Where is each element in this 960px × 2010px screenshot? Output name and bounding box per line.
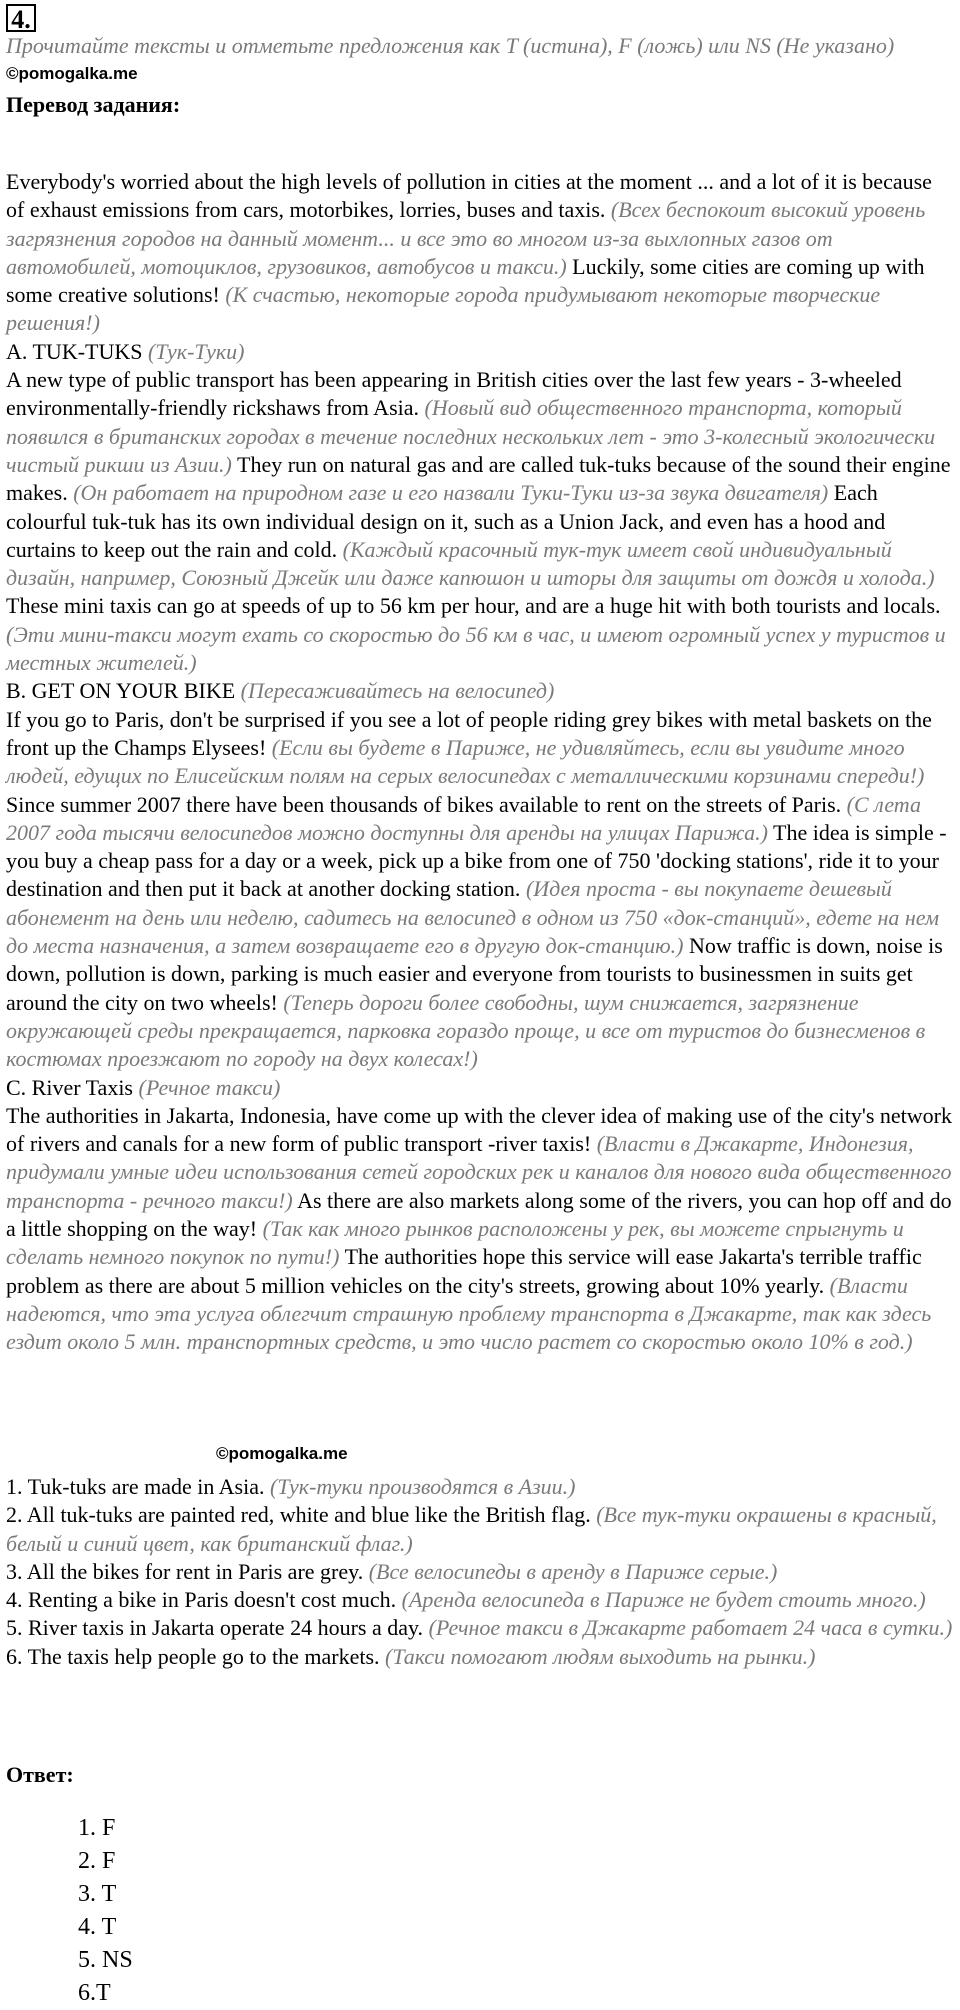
section-title-en: C. River Taxis bbox=[6, 1074, 133, 1100]
statement-ru: (Такси помогают людям выходить на рынки.) bbox=[385, 1643, 816, 1669]
statement-ru: (Тук-туки производятся в Азии.) bbox=[270, 1474, 576, 1499]
answer-item: 2. F bbox=[78, 1848, 116, 1874]
section-title-b bbox=[6, 677, 954, 705]
section-c-paragraph bbox=[6, 1102, 954, 1357]
section-b-paragraph bbox=[6, 706, 954, 1074]
sentence-en: As there are also markets along some of the rivers, you can hop off and do a little shopping on the way! bbox=[6, 1187, 952, 1241]
statement-en: 4. Renting a bike in Paris doesn't cost much. bbox=[6, 1587, 397, 1613]
reading-text bbox=[6, 168, 954, 1356]
sentence-ru: (Так как много рынков расположены у рек, вы можете спрыгнуть и сделать немного покупок по пути!) bbox=[6, 1215, 904, 1270]
sentence-ru: (Власти надеются, что эта услуга облегчит страшную проблему транспорта в Джакарте, так как здесь ездит около 5 млн. транспортных средств, и это число растет со скоростью около 10% в год.) bbox=[6, 1272, 932, 1355]
sentence-ru: (Каждый красочный тук-тук имеет свой индивидуальный дизайн, например, Союзный Джейк или даже капюшон и шторы для защиты от дождя и холода.) bbox=[6, 536, 935, 591]
watermark-top: ©pomogalka.me bbox=[6, 64, 138, 83]
section-title-en: A. TUK-TUKS bbox=[6, 338, 143, 364]
answer-item: 5. NS bbox=[78, 1947, 133, 1973]
sentence-en: These mini taxis can go at speeds of up to 56 km per hour, and are a huge hit with both tourists and locals. bbox=[6, 593, 941, 619]
statement-ru: (Все велосипеды в аренду в Париже серые.) bbox=[368, 1558, 778, 1584]
task-instructions bbox=[6, 33, 946, 87]
answer-heading: Ответ: bbox=[6, 1762, 74, 1787]
intro-paragraph bbox=[6, 168, 954, 338]
sentence-en: The idea is simple - you buy a cheap pass for a day or a week, pick up a bike from one of 750 'docking stations', ride it to your destination and then put it back at another docking station. bbox=[6, 819, 947, 902]
answer-item: 3. T bbox=[78, 1881, 117, 1907]
answer-item: 6.T bbox=[78, 1980, 111, 2006]
translation-heading: Перевод задания: bbox=[6, 92, 181, 117]
statement-item bbox=[6, 1558, 954, 1586]
task-number: 4. bbox=[6, 4, 36, 32]
sentence-en: Since summer 2007 there have been thousands of bikes available to rent on the streets of Paris. bbox=[6, 791, 842, 817]
sentence-en: Everybody's worried about the high levels of pollution in cities at the moment ... and a lot of it is because of exhaust emissions from cars, motorbikes, lorries, buses and taxis. bbox=[6, 169, 932, 223]
section-a-paragraph bbox=[6, 366, 954, 677]
watermark-middle: ©pomogalka.me bbox=[216, 1444, 348, 1463]
sentence-en: Luckily, some cities are coming up with some creative solutions! bbox=[6, 253, 925, 308]
sentence-ru: (К счастью, некоторые города придумывают некоторые творческие решения!) bbox=[6, 282, 881, 336]
sentence-ru: (С лета 2007 года тысячи велосипедов можно доступны для аренды на улицах Парижа.) bbox=[6, 791, 921, 845]
statement-en: 5. River taxis in Jakarta operate 24 hours a day. bbox=[6, 1615, 424, 1641]
statement-en: 3. All the bikes for rent in Paris are grey. bbox=[6, 1558, 364, 1584]
sentence-en: The authorities hope this service will ease Jakarta's terrible traffic problem as there are about 5 million vehicles on the city's streets, growing about 10% yearly. bbox=[6, 1244, 922, 1298]
statement-ru: (Все тук-туки окрашены в красный, белый и синий цвет, как британский флаг.) bbox=[6, 1502, 937, 1556]
sentence-ru: (Если вы будете в Париже, не удивляйтесь, если вы увидите много людей, едущих по Елисейским полям на серых велосипедах с металлическими корзинами спереди!) bbox=[6, 734, 925, 789]
sentence-ru: (Теперь дороги более свободны, шум снижается, загрязнение окружающей среды прекращается, парковка гораздо проще, и все от туристов до бизнесменов в костюмах проезжают по городу на двух колесах!) bbox=[6, 989, 926, 1072]
statement-item bbox=[6, 1614, 954, 1642]
sentence-en: Each colourful tuk-tuk has its own individual design on it, such as a Union Jack, and even has a hood and curtains to keep out the rain and cold. bbox=[6, 480, 886, 562]
answers-list bbox=[78, 1812, 133, 2010]
sentence-ru: (Эти мини-такси могут ехать со скоростью до 56 км в час, и имеют огромный успех у туристов и местных жителей.) bbox=[6, 621, 946, 676]
answer-item: 4. T bbox=[78, 1914, 117, 1940]
statement-en: 6. The taxis help people go to the markets. bbox=[6, 1643, 380, 1669]
statement-ru: (Аренда велосипеда в Париже не будет стоить много.) bbox=[401, 1587, 926, 1613]
statement-item bbox=[6, 1473, 954, 1501]
statement-item bbox=[6, 1643, 954, 1671]
statement-ru: (Речное такси в Джакарте работает 24 часа в сутки.) bbox=[428, 1615, 953, 1641]
sentence-en: They run on natural gas and are called tuk-tuks because of the sound their engine makes. bbox=[6, 451, 951, 506]
statement-item bbox=[6, 1586, 954, 1614]
sentence-en: A new type of public transport has been appearing in British cities over the last few years - 3-wheeled environmentally-friendly rickshaws from Asia. bbox=[6, 367, 902, 421]
section-title-en: B. GET ON YOUR BIKE bbox=[6, 678, 236, 704]
statement-item bbox=[6, 1501, 954, 1558]
sentence-ru: (Всех беспокоит высокий уровень загрязнения городов на данный момент... и все это во многом из-за выхлопных газов от автомобилей, мотоциклов, грузовиков, автобусов и такси.) bbox=[6, 197, 926, 279]
statement-en: 2. All tuk-tuks are painted red, white and blue like the British flag. bbox=[6, 1502, 591, 1528]
section-title-c bbox=[6, 1074, 954, 1102]
sentence-en: The authorities in Jakarta, Indonesia, have come up with the clever idea of making use of the city's network of rivers and canals for a new form of public transport -river taxis! bbox=[6, 1102, 952, 1157]
answer-item: 1. F bbox=[78, 1815, 116, 1841]
statements-list bbox=[6, 1473, 954, 1671]
sentence-en: If you go to Paris, don't be surprised if you see a lot of people riding grey bikes with metal baskets on the front up the Champs Elysees! bbox=[6, 706, 932, 760]
section-title-ru: (Речное такси) bbox=[138, 1074, 281, 1100]
section-title-ru: (Тук-Туки) bbox=[147, 338, 245, 364]
section-title-ru: (Пересаживайтесь на велосипед) bbox=[240, 678, 555, 704]
sentence-ru: (Власти в Джакарте, Индонезия, придумали умные идеи использования сетей городских рек и каналов для нового вида общественного транспорта - речного такси!) bbox=[6, 1131, 952, 1213]
instructions-text: Прочитайте тексты и отметьте предложения как T (истина), F (ложь) или NS (Не указано) bbox=[6, 33, 895, 58]
section-title-a bbox=[6, 338, 954, 366]
sentence-ru: (Идея проста - вы покупаете дешевый абонемент на день или неделю, садитесь на велосипед в одном из 750 «док-станций», едете на нем до места назначения, а затем возвращаете его в другую док-станцию.) bbox=[6, 876, 940, 959]
sentence-ru: (Новый вид общественного транспорта, который появился в британских городах в течение последних нескольких лет - это 3-колесный экологически чистый рикши из Азии.) bbox=[6, 395, 936, 477]
statement-en: 1. Tuk-tuks are made in Asia. bbox=[6, 1474, 265, 1499]
sentence-ru: (Он работает на природном газе и его назвали Туки-Туки из-за звука двигателя) bbox=[73, 480, 829, 506]
sentence-en: Now traffic is down, noise is down, pollution is down, parking is much easier and everyone from tourists to businessmen in suits get around the city on two wheels! bbox=[6, 933, 943, 1015]
